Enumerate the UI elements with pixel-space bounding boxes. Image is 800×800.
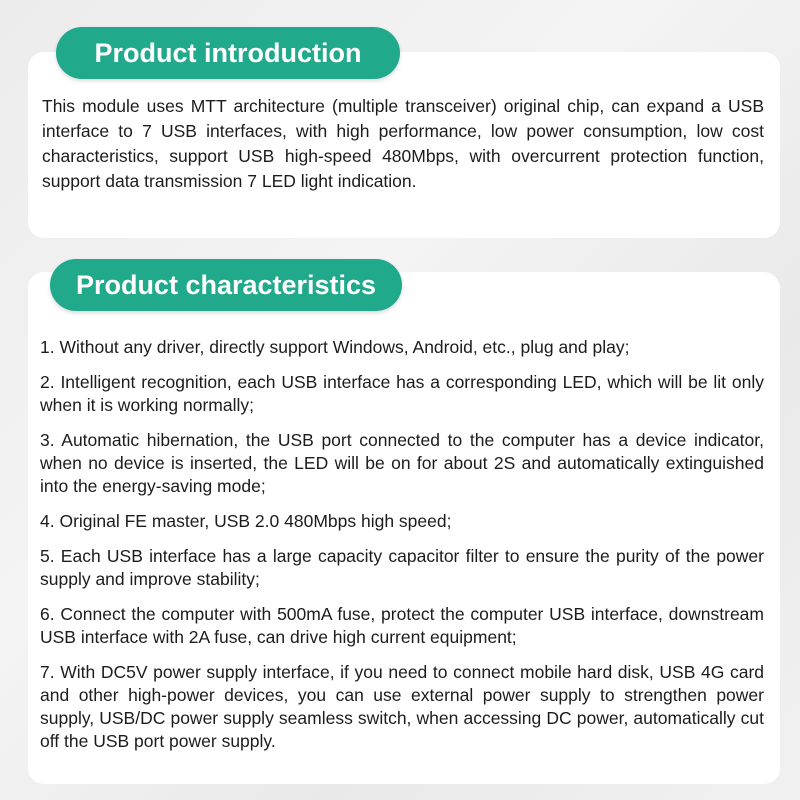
characteristics-heading: Product characteristics <box>50 259 402 311</box>
characteristic-item-4: 4. Original FE master, USB 2.0 480Mbps high speed; <box>40 511 452 531</box>
characteristic-item-6: 6. Connect the computer with 500mA fuse, protect the computer USB interface, downstream USB interface with 2A fuse, can drive high current equipment; <box>40 604 764 647</box>
characteristic-item-7: 7. With DC5V power supply interface, if you need to connect mobile hard disk, USB 4G card and other high-power devices, you can use external power supply to strengthen power supply, USB/DC power supply seamless switch, when accessing DC power, automatically cut off the USB port power supply. <box>40 662 764 751</box>
intro-heading: Product introduction <box>56 27 400 79</box>
characteristic-item-5: 5. Each USB interface has a large capacity capacitor filter to ensure the purity of the power supply and improve stability; <box>40 546 764 589</box>
characteristic-item-2: 2. Intelligent recognition, each USB interface has a corresponding LED, which will be lit only when it is working normally; <box>40 372 764 415</box>
intro-body: This module uses MTT architecture (multiple transceiver) original chip, can expand a USB interface to 7 USB interfaces, with high performance, low power consumption, low cost characteristics, support USB high-speed 480Mbps, with overcurrent protection function, support data transmission 7 LED light indication. <box>42 96 764 191</box>
characteristic-item-3: 3. Automatic hibernation, the USB port connected to the computer has a device indicator, when no device is inserted, the LED will be on for about 2S and automatically extinguished into the energy-saving mode; <box>40 430 764 496</box>
characteristics-list <box>40 336 764 765</box>
characteristic-item-1: 1. Without any driver, directly support Windows, Android, etc., plug and play; <box>40 337 630 357</box>
